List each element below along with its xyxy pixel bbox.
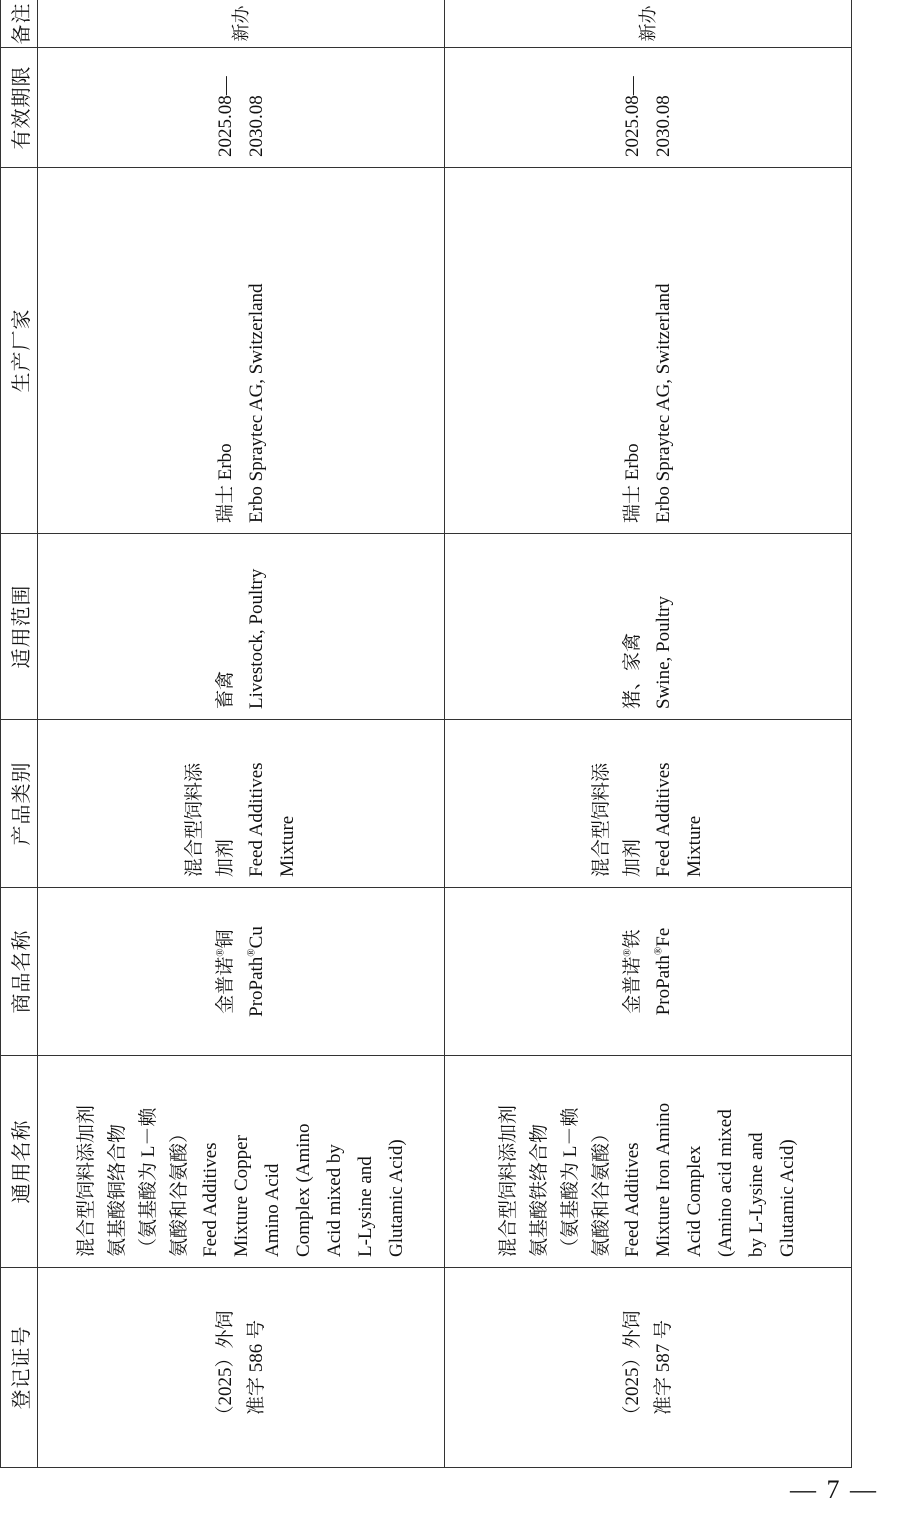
reg-no-cell — [445, 1268, 852, 1468]
validity-line: 2025.08— — [622, 76, 643, 157]
generic-name-line: 混合型饲料添加剂 — [75, 1104, 97, 1257]
manufacturer-line: Erbo Spraytec AG, Switzerland — [653, 283, 674, 523]
trade-name-en: ProPath®Fe — [652, 927, 674, 1016]
generic-name-line: Glutamic Acid) — [385, 1139, 407, 1257]
generic-name-line: Feed Additives — [622, 1142, 643, 1257]
header-remarks: 备注 — [1, 0, 38, 48]
generic-name-line: 氨酸和谷氨酸） — [168, 1123, 190, 1257]
generic-name-line: by L-Lysine and — [746, 1132, 767, 1257]
scope-line: 畜禽 — [215, 670, 236, 709]
generic-name-line: Mixture Copper — [230, 1135, 252, 1257]
manufacturer-line: 瑞士 Erbo — [622, 443, 643, 523]
category-line: 加剂 — [622, 838, 643, 877]
generic-name-line: Feed Additives — [199, 1142, 221, 1257]
header-row — [1, 0, 38, 1468]
remarks-cell — [38, 0, 445, 48]
header-manufacturer: 生产厂家 — [1, 168, 38, 534]
reg-no-line: （2025）外饲 — [215, 1310, 236, 1425]
trade-name-cn: 金普诺®铁 — [621, 929, 643, 1014]
manufacturer-cell — [445, 168, 852, 534]
category-line: 混合型饲料添 — [591, 762, 612, 877]
category-cell — [445, 720, 852, 888]
manufacturer-line: 瑞士 Erbo — [215, 443, 236, 523]
header-validity: 有效期限 — [1, 48, 38, 168]
generic-name-line: （氨基酸为 L－赖 — [137, 1107, 159, 1257]
scope-cell — [38, 534, 445, 720]
remarks-text: 新办 — [637, 5, 658, 42]
registered-mark: ® — [652, 946, 665, 956]
header-generic-name: 通用名称 — [1, 1056, 38, 1268]
generic-name-line: 氨基酸铁络合物 — [529, 1123, 550, 1257]
scope-line: Livestock, Poultry — [246, 568, 267, 709]
validity-line: 2030.08 — [246, 95, 267, 157]
generic-name-cell — [38, 1056, 445, 1268]
header-category: 产品类别 — [1, 720, 38, 888]
registered-mark: ® — [621, 948, 634, 957]
manufacturer-line: Erbo Spraytec AG, Switzerland — [246, 283, 267, 523]
trade-name-cell — [445, 888, 852, 1056]
generic-name-line: 混合型饲料添加剂 — [498, 1104, 519, 1257]
generic-name-line: Amino Acid — [261, 1163, 283, 1257]
generic-name-cell — [445, 1056, 852, 1268]
trade-name-cell — [38, 888, 445, 1056]
header-scope: 适用范围 — [1, 534, 38, 720]
generic-name-line: Glutamic Acid) — [777, 1139, 798, 1257]
generic-name-line: Complex (Amino — [292, 1123, 314, 1257]
category-line: 混合型饲料添 — [184, 762, 205, 877]
category-line: Feed Additives — [246, 762, 267, 877]
trade-name-en: ProPath®Cu — [245, 926, 267, 1017]
header-reg-no: 登记证号 — [1, 1268, 38, 1468]
table-row — [38, 0, 445, 1468]
generic-name-line: 氨酸和谷氨酸） — [591, 1123, 612, 1257]
manufacturer-cell — [38, 168, 445, 534]
generic-name-line: （氨基酸为 L－赖 — [560, 1107, 581, 1257]
remarks-text: 新办 — [230, 5, 251, 42]
generic-name-line: (Amino acid mixed — [715, 1109, 736, 1257]
scope-line: 猪、家禽 — [622, 632, 643, 709]
category-line: Mixture — [684, 815, 705, 877]
validity-line: 2030.08 — [653, 95, 674, 157]
generic-name-line: Mixture Iron Amino — [653, 1102, 674, 1257]
category-cell — [38, 720, 445, 888]
page-number: — 7 — — [790, 1475, 878, 1504]
generic-name-line: L-Lysine and — [354, 1156, 376, 1257]
validity-cell — [445, 48, 852, 168]
table-row — [445, 0, 852, 1468]
registered-mark: ® — [214, 948, 227, 957]
reg-no-line: （2025）外饲 — [622, 1310, 643, 1425]
generic-name-line: Acid mixed by — [323, 1144, 345, 1257]
category-line: Mixture — [277, 815, 298, 877]
trade-name-cn: 金普诺®铜 — [214, 929, 236, 1014]
reg-no-cell — [38, 1268, 445, 1468]
scope-cell — [445, 534, 852, 720]
remarks-cell — [445, 0, 852, 48]
generic-name-line: Acid Complex — [684, 1145, 705, 1257]
validity-cell — [38, 48, 445, 168]
generic-name-line: 氨基酸铜络合物 — [106, 1123, 128, 1257]
scope-line: Swine, Poultry — [653, 596, 674, 709]
category-line: Feed Additives — [653, 762, 674, 877]
reg-no-line: 准字 586 号 — [246, 1320, 267, 1416]
validity-line: 2025.08— — [215, 76, 236, 157]
reg-no-line: 准字 587 号 — [653, 1320, 674, 1416]
registered-mark: ® — [245, 948, 258, 957]
category-line: 加剂 — [215, 838, 236, 877]
header-trade-name: 商品名称 — [1, 888, 38, 1056]
